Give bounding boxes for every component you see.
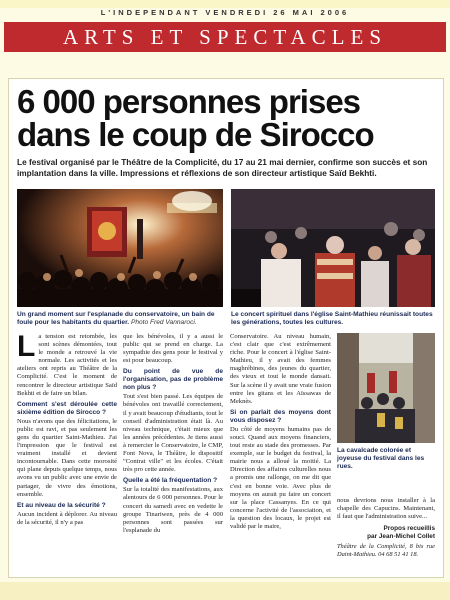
headline-line-1: 6 000 personnes prises [17,83,361,120]
text-column-2 [123,333,223,535]
text-column-3 [230,333,331,531]
photo-church-concert [231,189,435,307]
paper-bottom-edge [0,582,450,600]
section-banner [4,22,446,52]
text-column-1 [17,330,117,527]
contact-info: Théâtre de la Complicité, 8 bis rue Daint-Mathieu. 04 68 51 41 18. [337,543,435,559]
answer-paragraph: Conservatoire. Au niveau humain, c'est clair que c'est extrêmement riche. Pour le concert à l'église Saint-Mathieu, il y avait des femmes maghrébines, des jeunes du quartier, des vieux et tout le monde dansait. Sur la scène il y avait une vraie fusion entre les gitans et les Aïssawas de Meknès. [230,333,331,405]
photo-parade [337,333,435,443]
headline-line-2: dans le coup de Sirocco [17,116,374,153]
answer-paragraph: Du côté de moyens humains pas de souci. Quand aux moyens financiers, tout reste au stade des promesses. Par exemple, sur le budget du festival, la mairie nous a alloué la moitié. La Direction des affaires culturelles nous a promis une rallonge, on me dit que c'est en bonne voie. Avec plus de moyens on aurait pu faire un concert sur la place Cassanyes. En ce qui concerne l'activité de l'association, et la question des locaux, le projet est validé par le maire, [230,425,331,530]
answer-paragraph: Tout s'est bien passé. Les équipes de bénévoles ont travaillé correctement, il y avait beaucoup d'étudiants, tout le conseil d'administration était là. Au niveau technique, c'était mieux que les années précédentes. Je tiens aussi à remercier le Conservatoire, le CMP, Font Nova, le Théâtre, le dispositif "Contrat ville" et les écoles. C'était très pro cette année. [123,393,223,474]
newspaper-masthead: L'INDEPENDANT VENDREDI 26 MAI 2006 [100,8,350,17]
byline-line-2: par Jean-Michel Collet [367,533,435,541]
question-heading: Et au niveau de la sécurité ? [17,501,106,509]
answer-paragraph: Nous n'avons que des félicitations, le public est ravi, et pas seulement les gens du quartier Saint-Mathieu. J'ai l'impression que le festival est vraiment installé et devient incontournable. Dans cette morosité qui plane depuis quelque temps, nous avons vu un public avec une envie de partager, de vivre des émotions, ensemble. [17,417,117,498]
caption-right-photo [231,311,435,327]
photo-concert-crowd [17,189,223,307]
answer-paragraph: Sur la totalité des manifestations, aux alentours de 6 000 personnes. Pour le concert du samedi avec en vedette le groupe Tinariwen, près de 4 000 personnes sont passées sur l'esplanade du [123,486,223,534]
caption-left-text: Un grand moment sur l'esplanade du conservatoire, un bain de foule pour les habitants du quartier. [17,311,215,326]
question-heading: Du point de vue de l'organisation, pas de problème non plus ? [123,368,223,392]
byline [337,525,435,541]
section-title: ARTS ET SPECTACLES [62,24,388,49]
byline-line-1: Propos recueillis [383,525,435,533]
photo-credit: Photo Fred Vannaroci. [130,319,197,326]
drop-cap: L [17,330,36,363]
question-heading: Comment s'est déroulée cette sixième édition de Sirocco ? [17,400,117,416]
article-clipping [8,78,444,578]
text-column-4 [337,497,435,559]
caption-left-photo [17,311,225,327]
headline [17,85,437,151]
caption-parade-text: La cavalcade colorée et joyeuse du festival dans les rues. [337,447,425,470]
closing-paragraph: nous devrions nous installer à la chapelle des Capucins. Maintenant, il faut que l'administration suive... [337,497,435,521]
intro-paragraph: a tension est retombée, les sont scènes démontées, tout le monde a retrouvé la vie normale. Les activités et les ateliers ont repris au Théâtre de la Complicité. C'est le moment de rencontrer le directeur artistique Saïd Bekhti et de faire un bilan. [17,333,117,397]
question-heading: Quelle a été la fréquentation ? [123,477,218,485]
answer-paragraph: Aucun incident à déplorer. Au niveau de la sécurité, il n'y a pas [17,510,117,526]
paper-edge [0,0,450,8]
caption-right-text: Le concert spirituel dans l'église Saint-Mathieu réunissait toutes les générations, toutes les cultures. [231,311,433,326]
standfirst: Le festival organisé par le Théâtre de la Complicité, du 17 au 21 mai dernier, confirme son succès et son implantation dans la ville. Impressions et réflexions de son directeur artistique Saïd Bekhti. [17,157,428,178]
question-heading: Si on parlait des moyens dont vous disposez ? [230,408,331,424]
answer-paragraph: que les bénévoles, il y a aussi le public qui se prend en charge. La sympathie des gens pour le festival y est pour beaucoup. [123,333,223,365]
caption-parade [337,447,435,471]
